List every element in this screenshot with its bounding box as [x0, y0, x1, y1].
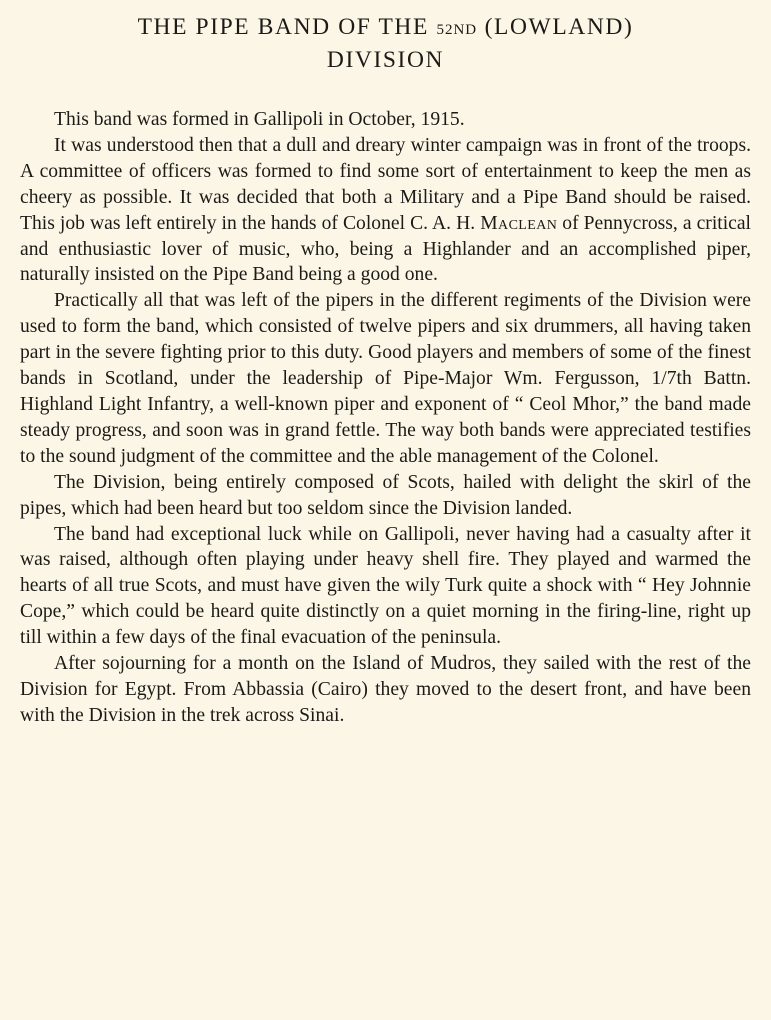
- title-ordinal: 52ND: [436, 22, 478, 38]
- title-line-2: DIVISION: [326, 47, 445, 73]
- paragraph-4: The Division, being entirely composed of Scots, hailed with delight the skirl of the pipes, which had been heard but too seldom since the Division landed.: [20, 471, 751, 519]
- paragraph-5: The band had exceptional luck while on Gallipoli, never having had a casualty after it was raised, although often playing under heavy shell fire. They played and warmed the hearts of all true Scots, and must have given the wily Turk quite a shock with “ Hey Johnnie Cope,” which could be heard quite distinctly on a quiet morning in the firing-line, right up till within a few days of the final evacuation of the peninsula.: [20, 523, 751, 649]
- body-text: [20, 107, 751, 729]
- title-line-1: THE PIPE BAND OF THE 52ND (LOWLAND): [137, 14, 634, 40]
- paragraph-1: This band was formed in Gallipoli in October, 1915.: [54, 109, 465, 130]
- paragraph-2: It was understood then that a dull and dreary winter campaign was in front of the troops. A committee of officers was formed to find some sort of entertainment to keep the men as cheery as possible. It was decided that both a Military and a Pipe Band should be raised. This job was left entirely in the hands of Colonel C. A. H. Maclean of Pennycross, a critical and enthusiastic lover of music, who, being a Highlander and an accomplished piper, naturally insisted on the Pipe Band being a good one.: [20, 134, 752, 286]
- page-title: [20, 12, 751, 75]
- colonel-surname: Maclean: [480, 212, 558, 234]
- paragraph-6: After sojourning for a month on the Island of Mudros, they sailed with the rest of the Division for Egypt. From Abbassia (Cairo) they moved to the desert front, and have been with the Division in the trek across Sinai.: [20, 653, 751, 726]
- paragraph-3: Practically all that was left of the pipers in the different regiments of the Division were used to form the band, which consisted of twelve pipers and six drummers, all having taken part in the severe fighting prior to this duty. Good players and members of some of the finest bands in Scotland, under the leadership of Pipe-Major Wm. Fergusson, 1/7th Battn. Highland Light Infantry, a well-known piper and exponent of “ Ceol Mhor,” the band made steady progress, and soon was in grand fettle. The way both bands were appreciated testifies to the sound judgment of the committee and the able management of the Colonel.: [20, 290, 751, 467]
